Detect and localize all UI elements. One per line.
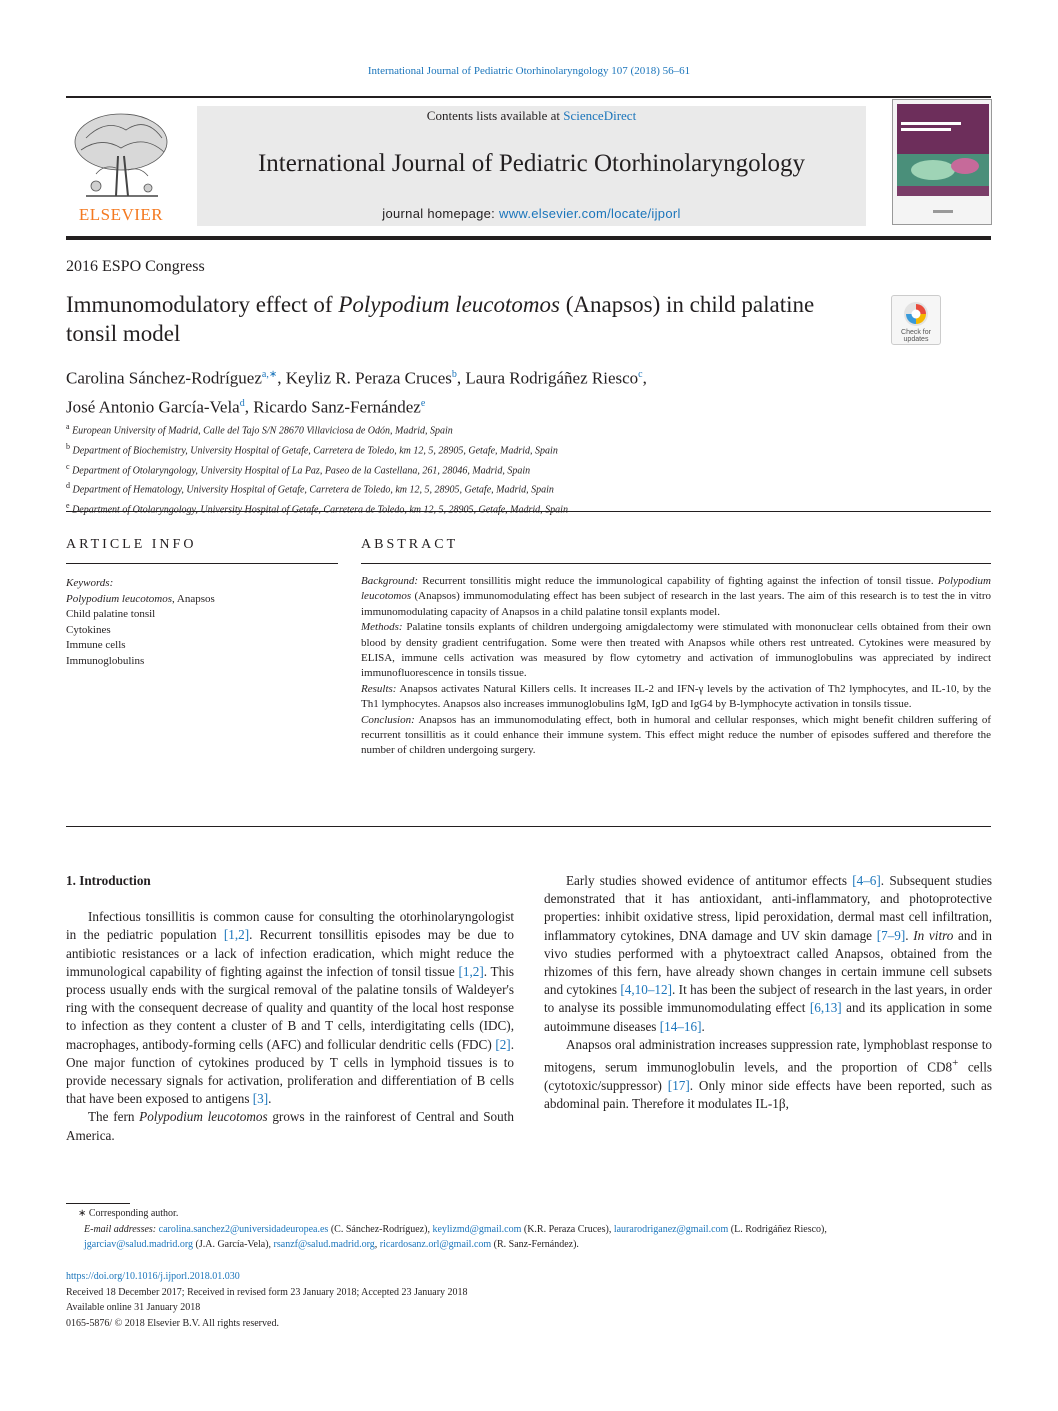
title-text-end: (Anapsos) in child palatine tonsil model [66, 292, 815, 346]
crossmark-icon [903, 301, 929, 327]
email-link[interactable]: ricardosanz.orl@gmail.com [379, 1239, 492, 1250]
body-paragraph [66, 908, 514, 1108]
crossmark-label-2: updates [903, 336, 929, 343]
body-text: . This process usually ends with the surgical removal of the palatine tonsils of Waldeyer's ring with the consequent decrease of quality and quantity of the local host response to infection as they content a cluster of B and T cells, interdigitating cells (IDC), macrophages, antibody-forming cells (AFC) and follicular dendritic cells (FDC) [66, 963, 514, 1052]
citation-link[interactable]: [14–16] [659, 1018, 702, 1034]
abstract-text: Anapsos has an immunomodulating effect, both in humoral and cellular responses, which might benefit children suffering of recurrent tonsillitis as it could enhance their immune system. This effect might reduce the number of episodes suffered and therefore the number of children undergoing surgery. [361, 713, 991, 757]
corresponding-note: ∗ Corresponding author. [78, 1208, 179, 1219]
abstract-text: Recurrent tonsillitis might reduce the immunological capability of fighting against the infection of tonsil tissue. [418, 575, 938, 587]
email-owner: (R. Sanz-Fernández). [491, 1239, 579, 1250]
abstract-label: Conclusion: [361, 713, 415, 726]
divider [66, 826, 991, 827]
abstract-heading: ABSTRACT [361, 537, 459, 552]
email-link[interactable]: carolina.sanchez2@universidadeuropea.es [158, 1223, 329, 1235]
citation-link[interactable]: [7–9] [876, 927, 906, 943]
abstract-methods [361, 620, 991, 682]
author-list [66, 362, 966, 419]
author-name: Keyliz R. Peraza Cruces [285, 368, 452, 388]
body-text: cells (cytotoxic/suppressor) [544, 1059, 992, 1093]
body-text: . Only minor side effects have been reported, such as abdominal pain. Therefore it modulates IL-1β, [544, 1077, 992, 1111]
citation-link[interactable]: [3] [252, 1091, 269, 1107]
keywords-block [66, 576, 338, 669]
abstract-text: Palatine tonsils explants of children undergoing amigdalectomy were stimulated with mononuclear cells obtained from their own blood by density gradient centrifugation. Some were then treated with Anapsos while others rest untreated. Cytokines were measured by ELISA, immune cells activation was measured by flow cytometry and activation of immunoglobulins was appreciated by indirect immunofluorescence in tonsils tissue. [361, 621, 991, 680]
affiliation-list [66, 419, 966, 518]
body-text: . It has been the subject of research in the last years, in order to analyse its possible immunomodulating effect [544, 982, 992, 1016]
body-paragraph [66, 1108, 514, 1144]
abstract-text: Anapsos activates Natural Killers cells. It increases IL-2 and IFN-γ levels by the activation of Th2 lymphocytes, and IL-10, by the Th1 lymphocytes. Anapsos also increases immunoglobulins IgM, IgD and IgG4 by B-lymphocyte activation in tonsils tissue. [361, 682, 991, 711]
body-species: Polypodium leucotomos [139, 1109, 268, 1125]
affiliation-text: Department of Otolaryngology, University Hospital of La Paz, Paseo de la Castellana, 261, 28046, Madrid, Spain [72, 464, 531, 476]
keyword-italic: Polypodium leucotomos [66, 592, 173, 605]
keyword-item [66, 638, 338, 654]
citation-link[interactable]: [4,10–12] [620, 982, 672, 998]
author-affiliation-link[interactable]: c [638, 369, 643, 380]
copyright: 0165-5876/ © 2018 Elsevier B.V. All rights reserved. [66, 1317, 279, 1329]
elsevier-wordmark: ELSEVIER [78, 205, 164, 224]
body-text: and in vivo studies performed with a phytoextract called Anapsos, obtained from the rhizomes of this fern, have already shown changes in certain immune cell subsets and cytokines [544, 927, 992, 998]
affiliation-item [66, 478, 966, 498]
email-owner: (K.R. Peraza Cruces), [521, 1223, 614, 1235]
citation-link[interactable]: [1,2] [458, 963, 484, 979]
body-text: and its application in some autoimmune diseases [544, 1000, 992, 1034]
affiliation-item [66, 459, 966, 479]
contents-prefix: Contents lists available at [426, 108, 564, 123]
keyword-item [66, 607, 338, 623]
keywords-label: Keywords: [66, 577, 114, 589]
body-text: . Subsequent studies demonstrated that it has antioxidant, anti-inflammatory, and photoprotective properties: inhibit oxidative stress, lipid peroxidation, dermal mast cell infiltration, inflammatory cytokines, DNA damage and UV skin damage [544, 873, 992, 943]
title-text: Immunomodulatory effect of [66, 292, 339, 317]
contents-line [197, 108, 866, 124]
body-text: . [268, 1091, 272, 1107]
sciencedirect-link[interactable]: ScienceDirect [563, 108, 637, 123]
author-affiliation-link[interactable]: b [451, 369, 457, 380]
citation-link[interactable]: [17] [667, 1077, 690, 1093]
author-separator: , [642, 368, 647, 388]
body-text: Early studies showed evidence of antitumor effects [566, 873, 853, 888]
keyword-item [66, 592, 338, 608]
email-owner: (C. Sánchez-Rodríguez), [328, 1223, 433, 1235]
keyword-item [66, 623, 338, 639]
affiliation-item [66, 419, 966, 439]
publication-info [66, 1269, 566, 1331]
author-separator: , [456, 368, 466, 388]
affiliation-item [66, 498, 966, 518]
article-title [66, 290, 856, 348]
affiliation-text: Department of Biochemistry, University Hospital of Getafe, Carretera de Toledo, km 12, 5, 28905, Getafe, Madrid, Spain [72, 445, 558, 457]
doi-link[interactable]: https://doi.org/10.1016/j.ijporl.2018.01.030 [66, 1271, 240, 1282]
affiliation-key: d [66, 481, 70, 491]
body-column-left [66, 872, 514, 1145]
abstract-label: Results: [361, 682, 397, 695]
body-italic: In vitro [913, 927, 954, 943]
divider [66, 563, 338, 564]
running-head[interactable]: International Journal of Pediatric Otorhinolaryngology 107 (2018) 56–61 [367, 65, 691, 77]
abstract-results [361, 682, 991, 713]
affiliation-key: e [66, 501, 70, 511]
masthead-top-rule [66, 96, 991, 98]
abstract-label: Background: [361, 575, 419, 587]
author-affiliation-link[interactable]: e [420, 397, 426, 409]
author-name: Ricardo Sanz-Fernández [253, 397, 421, 417]
author-name: Carolina Sánchez-Rodríguez [66, 368, 262, 388]
received-dates: Received 18 December 2017; Received in revised form 23 January 2018; Accepted 23 January 2018 [66, 1286, 468, 1298]
email-label: E-mail addresses: [84, 1223, 157, 1235]
email-link[interactable]: rsanzf@salud.madrid.org [273, 1239, 375, 1250]
journal-name: International Journal of Pediatric Otorhinolaryngology [257, 150, 806, 177]
body-paragraph [544, 1036, 992, 1113]
author-affiliation-link[interactable]: d [239, 397, 245, 409]
homepage-line [197, 206, 866, 221]
body-text: . [905, 927, 914, 943]
abstract-label: Methods: [361, 621, 403, 634]
citation-link[interactable]: [1,2] [223, 927, 250, 943]
tree-icon [66, 108, 176, 204]
email-link[interactable]: jgarciav@salud.madrid.org [84, 1239, 193, 1250]
keyword-text: Cytokines [66, 623, 111, 636]
email-link[interactable]: keylizmd@gmail.com [432, 1223, 522, 1235]
affiliation-text: Department of Hematology, University Hospital of Getafe, Carretera de Toledo, km 12, 5, 28905, Getafe, Madrid, Spain [72, 484, 554, 496]
affiliation-key: b [66, 441, 70, 451]
abstract-body [361, 574, 991, 759]
body-text: . Recurrent tonsillitis episodes may be due to antibiotic resistances or a lack of infection eradication, which might reduce the immunological capability of fighting against the infection of tonsil tissue [66, 927, 514, 979]
masthead-bottom-rule [66, 236, 991, 240]
email-owner: , [374, 1239, 380, 1250]
keyword-item [66, 654, 338, 670]
body-text: Anapsos oral administration increases suppression rate, lymphoblast response to mitogens, serum immunoglobulin levels, and the proportion of CD8 [544, 1036, 992, 1075]
section-heading: 1. Introduction [66, 873, 151, 888]
keyword-text: Immune cells [66, 639, 126, 651]
body-text: The fern [88, 1109, 140, 1125]
affiliation-item [66, 439, 966, 459]
author-separator: , [277, 368, 286, 388]
abstract-text: (Anapsos) immunomodulating effect has been subject of research in the last years. The aim of this research is to test the in vitro immunomodulating capacity of Anapsos in a child palatine tonsil explants model. [361, 590, 991, 618]
body-text: . One major function of cytokines produced by T cells in lymphoid tissues is to provide necessary signals for activation, proliferation and differentiation of B cells that have been exposed to antigens [66, 1036, 514, 1107]
affiliation-key: c [66, 461, 70, 471]
homepage-link[interactable]: www.elsevier.com/locate/ijporl [499, 206, 681, 221]
author-separator: , [244, 397, 254, 417]
footnotes [66, 1206, 996, 1253]
body-text: grows in the rainforest of Central and South America. [66, 1109, 514, 1143]
title-species: Polypodium leucotomos [338, 292, 560, 317]
available-online: Available online 31 January 2018 [66, 1302, 201, 1313]
body-text: Infectious tonsillitis is common cause for consulting the otorhinolaryngologist in the pediatric population [66, 909, 514, 943]
divider [361, 563, 991, 564]
keyword-text: , Anapsos [172, 592, 215, 605]
keyword-text: Immunoglobulins [66, 654, 145, 667]
author-name: Laura Rodrigáñez Riesco [465, 368, 639, 388]
affiliation-key: a [66, 422, 70, 431]
homepage-prefix: journal homepage: [382, 206, 499, 221]
body-text: . [701, 1018, 705, 1034]
article-info-heading: ARTICLE INFO [66, 537, 197, 552]
superscript: + [952, 1057, 959, 1070]
journal-cover-thumbnail[interactable] [892, 99, 992, 225]
section-label: 2016 ESPO Congress [66, 258, 205, 275]
abstract-conclusion [361, 713, 991, 759]
divider [66, 511, 991, 512]
footnote-rule [66, 1203, 130, 1204]
crossmark-label-1: Check for [901, 329, 931, 336]
citation-link[interactable]: [2] [495, 1036, 511, 1052]
abstract-background [361, 574, 991, 620]
email-line [66, 1222, 996, 1253]
affiliation-text: European University of Madrid, Calle del Tajo S/N 28670 Villaviciosa de Odón, Madrid, Spain [72, 425, 453, 437]
keyword-text: Child palatine tonsil [66, 608, 156, 620]
body-paragraph [544, 872, 992, 1036]
email-owner: (L. Rodrigáñez Riesco), [728, 1223, 827, 1235]
citation-link[interactable]: [4–6] [852, 873, 881, 888]
cover-image-icon [893, 100, 992, 225]
check-for-updates-button[interactable] [891, 295, 941, 345]
body-column-right [544, 872, 992, 1113]
author-affiliation-link[interactable]: a,∗ [261, 369, 278, 380]
abstract-species: Polypodium leucotomos [361, 575, 991, 603]
citation-link[interactable]: [6,13] [809, 1000, 842, 1016]
author-name: José Antonio García-Vela [66, 397, 240, 417]
email-owner: (J.A. García-Vela), [193, 1239, 274, 1250]
email-link[interactable]: laurarodriganez@gmail.com [613, 1223, 729, 1235]
